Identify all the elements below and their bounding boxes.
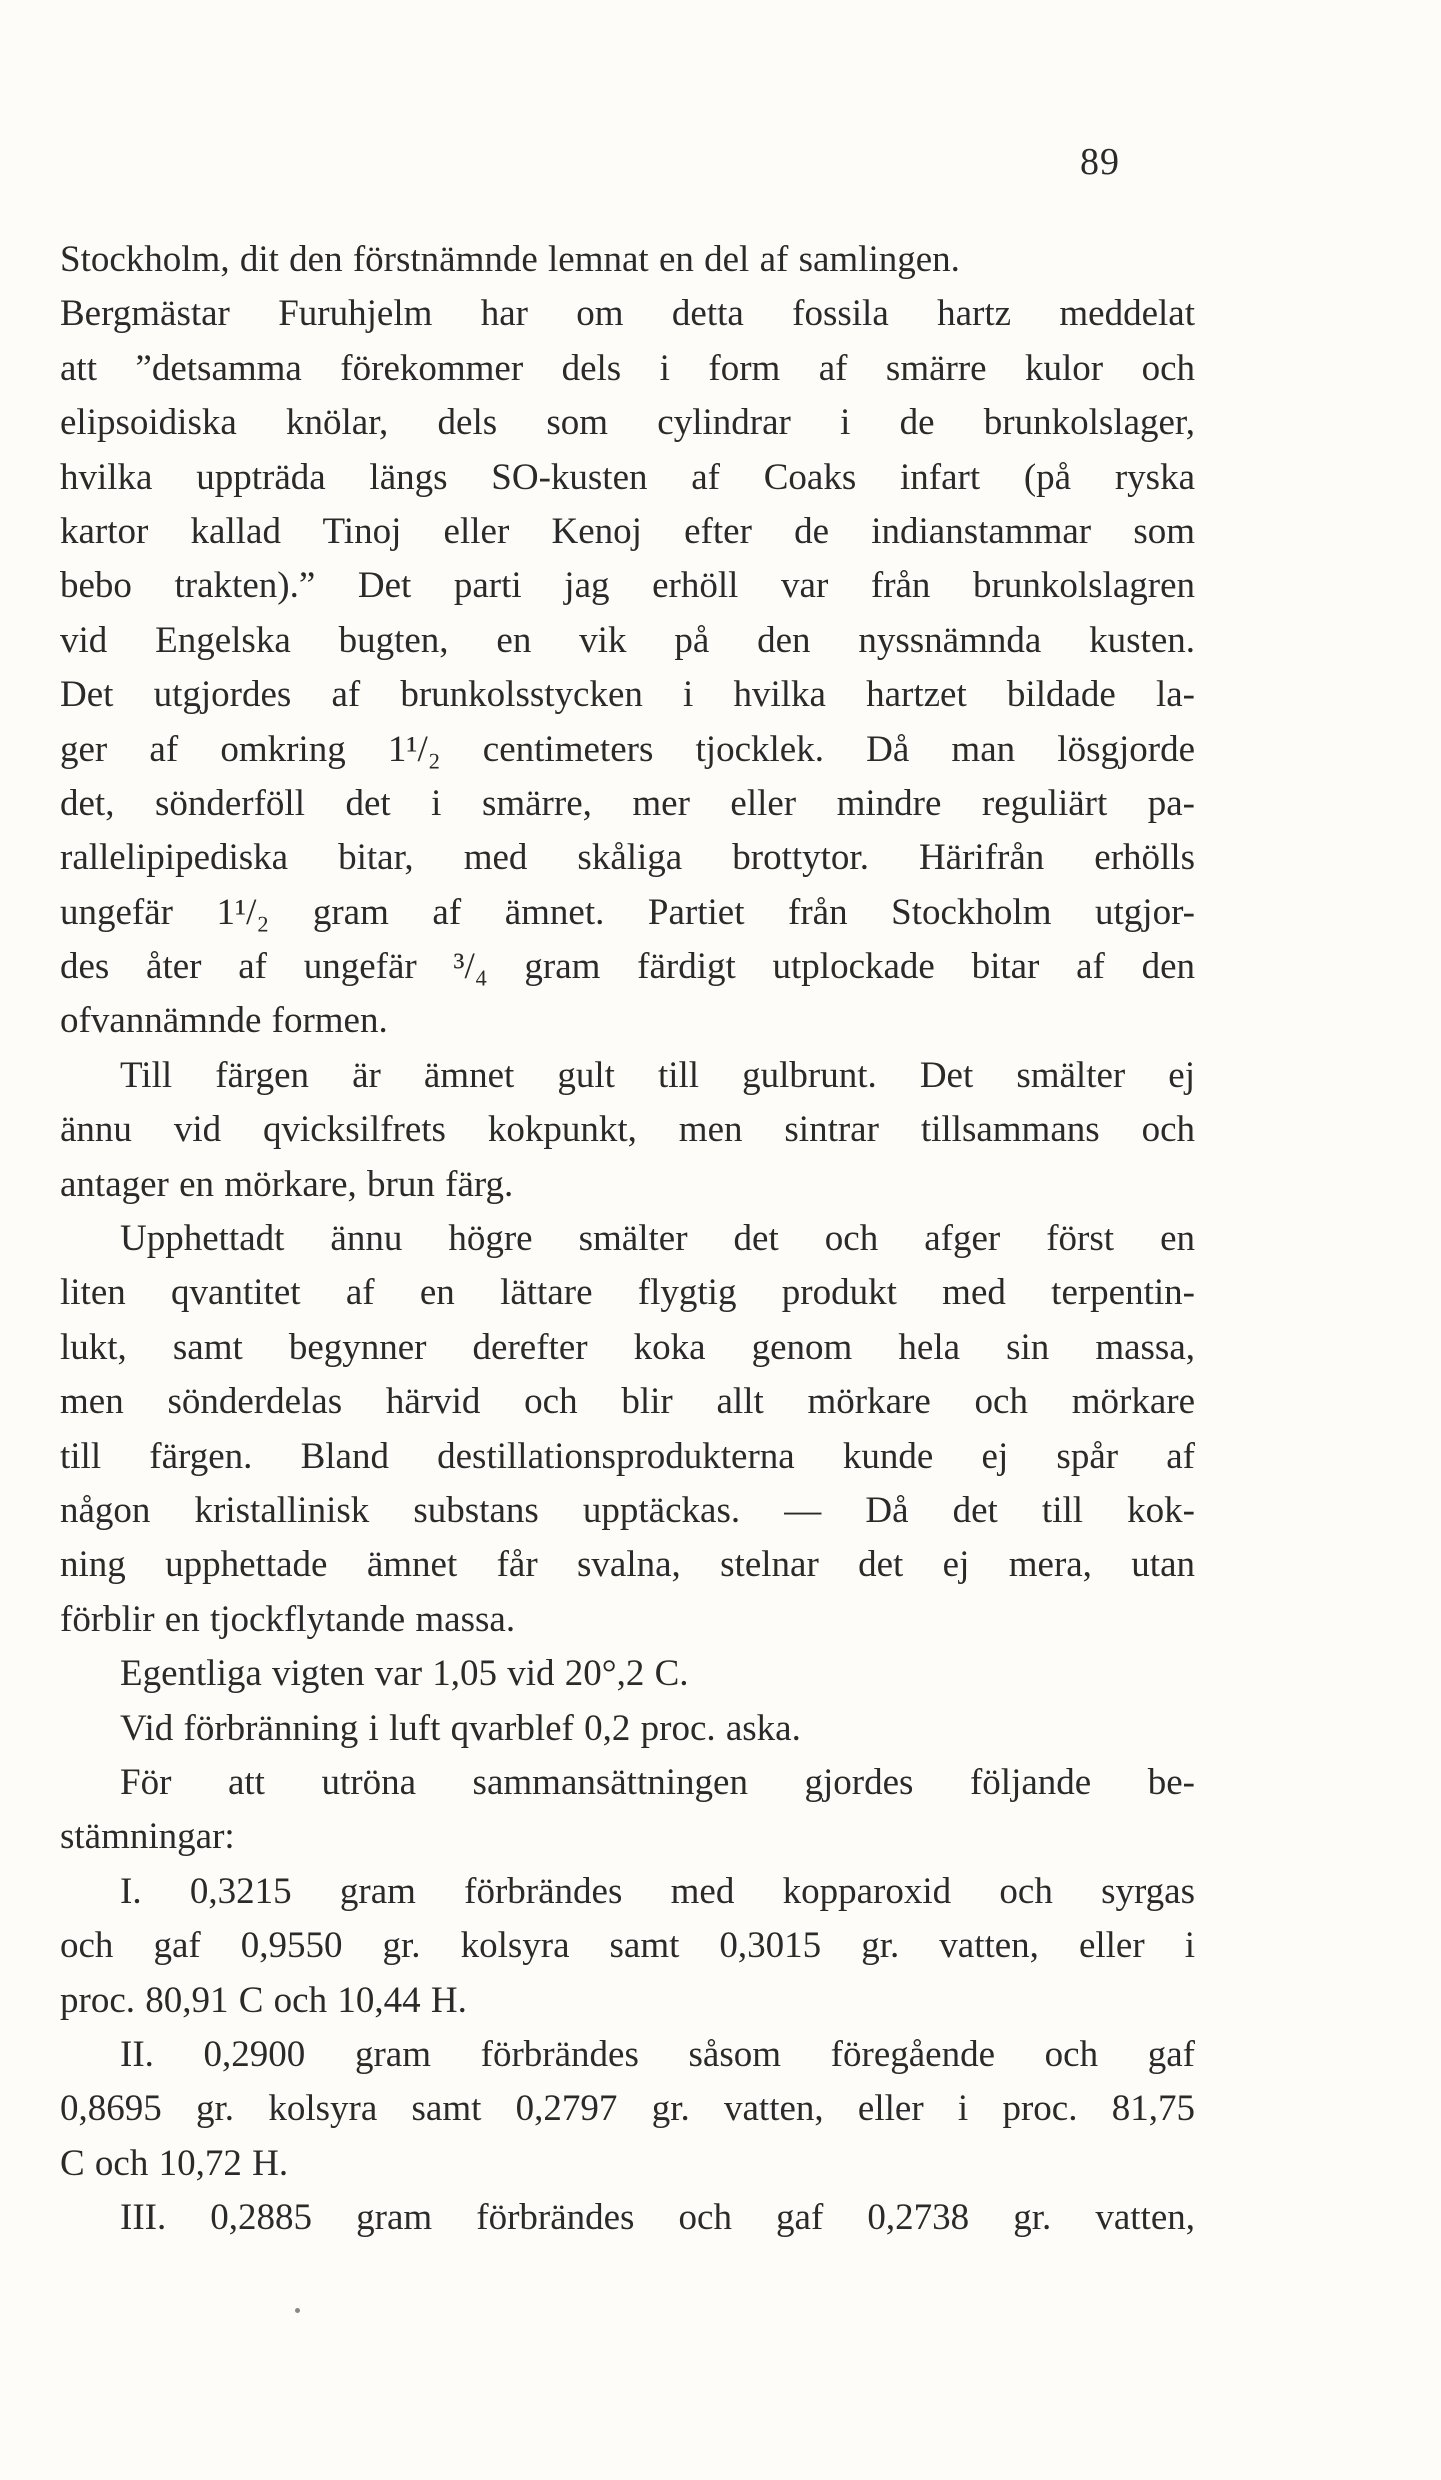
text-line: rallelipipediska bitar, med skåliga brottytor. Härifrån erhölls [60, 837, 1195, 879]
text-line: Vid förbränning i luft qvarblef 0,2 proc. aska. [120, 1707, 801, 1749]
text-line: Till färgen är ämnet gult till gulbrunt. Det smälter ej [120, 1054, 1195, 1096]
text-line: någon kristallinisk substans upptäckas. — Då det till kok- [60, 1489, 1195, 1531]
text-line: antager en mörkare, brun färg. [60, 1163, 514, 1205]
text-line: att ”detsamma förekommer dels i form af smärre kulor och [60, 347, 1195, 389]
text-line: proc. 80,91 C och 10,44 H. [60, 1979, 467, 2021]
text-line: och gaf 0,9550 gr. kolsyra samt 0,3015 gr. vatten, eller i [60, 1925, 1195, 1967]
text-line: lukt, samt begynner derefter koka genom hela sin massa, [60, 1326, 1195, 1368]
text-line: Stockholm, dit den förstnämnde lemnat en del af samlingen. [60, 239, 960, 280]
text-line: ofvannämnde formen. [60, 1000, 388, 1042]
text-line: hvilka uppträda längs SO-kusten af Coaks infart (på ryska [60, 456, 1195, 498]
text-line: stämningar: [60, 1816, 235, 1858]
text-line: ger af omkring 1¹/₂ centimeters tjocklek. Då man lösgjorde [60, 728, 1195, 770]
text-line: des åter af ungefär ³/₄ gram färdigt utplockade bitar af den [60, 946, 1195, 988]
text-line: bebo trakten).” Det parti jag erhöll var från brunkolslagren [60, 565, 1195, 607]
text-line: ning upphettade ämnet får svalna, stelnar det ej mera, utan [60, 1544, 1195, 1586]
text-line: förblir en tjockflytande massa. [60, 1598, 516, 1640]
text-line: liten qvantitet af en lättare flygtig produkt med terpentin- [60, 1272, 1195, 1314]
text-line: vid Engelska bugten, en vik på den nyssnämnda kusten. [60, 619, 1195, 661]
text-line: elipsoidiska knölar, dels som cylindrar i de brunkolslager, [60, 402, 1195, 444]
text-line: men sönderdelas härvid och blir allt mörkare och mörkare [60, 1381, 1195, 1423]
text-line: C och 10,72 H. [60, 2142, 289, 2184]
text-line: III. 0,2885 gram förbrändes och gaf 0,2738 gr. vatten, [120, 2197, 1195, 2239]
text-line: Egentliga vigten var 1,05 vid 20°,2 C. [120, 1653, 689, 1695]
stray-mark [295, 2308, 300, 2313]
text-line: För att utröna sammansättningen gjordes följande be- [120, 1761, 1195, 1803]
text-line: Upphettadt ännu högre smälter det och afger först en [120, 1218, 1195, 1260]
text-line: Bergmästar Furuhjelm har om detta fossila hartz meddelat [60, 293, 1195, 335]
text-line: Det utgjordes af brunkolsstycken i hvilka hartzet bildade la- [60, 674, 1195, 716]
page-number: 89 [1080, 141, 1120, 183]
text-line: I. 0,3215 gram förbrändes med kopparoxid och syrgas [120, 1870, 1195, 1912]
text-line: ännu vid qvicksilfrets kokpunkt, men sintrar tillsammans och [60, 1109, 1195, 1151]
text-line: II. 0,2900 gram förbrändes såsom föregående och gaf [120, 2033, 1195, 2075]
text-line: kartor kallad Tinoj eller Kenoj efter de indianstammar som [60, 510, 1195, 552]
text-line: det, sönderföll det i smärre, mer eller mindre reguliärt pa- [60, 782, 1195, 824]
text-line: 0,8695 gr. kolsyra samt 0,2797 gr. vatten, eller i proc. 81,75 [60, 2088, 1195, 2130]
text-line: till färgen. Bland destillationsprodukterna kunde ej spår af [60, 1435, 1195, 1477]
body-text [60, 233, 1195, 2245]
text-line: ungefär 1¹/₂ gram af ämnet. Partiet från Stockholm utgjor- [60, 891, 1195, 933]
